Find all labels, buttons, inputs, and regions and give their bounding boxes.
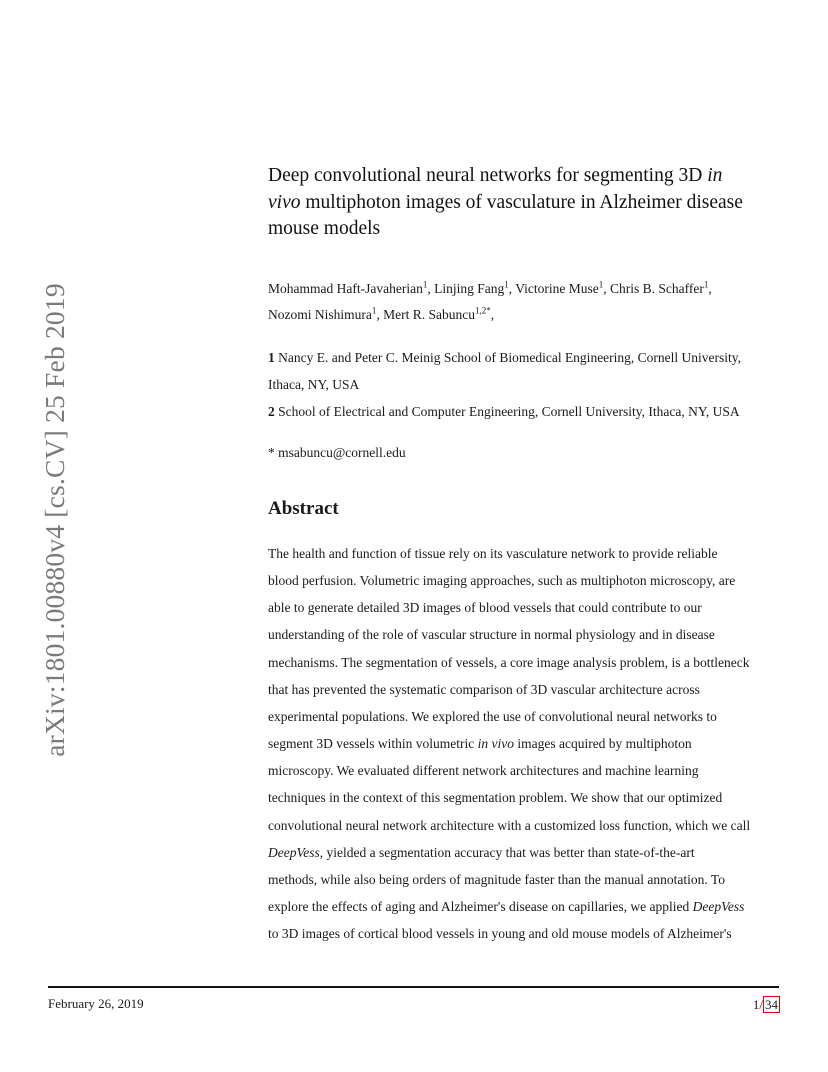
title-line-1: Deep convolutional neural networks for segmenting 3D (268, 165, 708, 186)
title-italic-in: in (707, 165, 723, 186)
corresponding-email: * msabuncu@cornell.edu (268, 445, 406, 460)
abstract-line: experimental populations. We explored the use of convolutional neural networks to (268, 708, 717, 724)
author-3: Victorine Muse (515, 281, 599, 296)
affiliations (268, 344, 782, 425)
abstract-line: to 3D images of cortical blood vessels in young and old mouse models of Alzheimer's (268, 926, 732, 942)
page-number: 1/ 34 (752, 997, 778, 1012)
footer-date: February 26, 2019 (48, 996, 144, 1011)
abstract-line: explore the effects of aging and Alzheimer's disease on capillaries, we applied DeepVess (268, 899, 745, 915)
abstract-line: mechanisms. The segmentation of vessels, a core image analysis problem, is a bottleneck (268, 654, 750, 670)
author-2: Linjing Fang (434, 281, 505, 296)
affiliation-2: 2 School of Electrical and Computer Engineering, Cornell University, Ithaca, NY, USA (268, 404, 740, 419)
abstract-line: that has prevented the systematic comparison of 3D vascular architecture across (268, 681, 700, 697)
abstract-line: blood perfusion. Volumetric imaging approaches, such as multiphoton microscopy, are (268, 573, 736, 589)
author-6: Mert R. Sabuncu (383, 307, 475, 322)
affiliation-1-cont: Ithaca, NY, USA (268, 377, 360, 392)
affiliation-1: 1 Nancy E. and Peter C. Meinig School of Biomedical Engineering, Cornell University, (268, 350, 742, 365)
abstract-line: DeepVess, yielded a segmentation accuracy that was better than state-of-the-art (268, 844, 695, 860)
total-pages-link[interactable]: 34 (765, 997, 778, 1012)
abstract-line: segment 3D vessels within volumetric in vivo images acquired by multiphoton (268, 736, 692, 752)
abstract-line: techniques in the context of this segmentation problem. We show that our optimized (268, 790, 723, 806)
title-italic-vivo: vivo (268, 191, 301, 213)
footer-rule (48, 986, 779, 988)
paper-title (268, 163, 782, 243)
author-1: Mohammad Haft-Javaherian (268, 281, 423, 296)
author-5: Nozomi Nishimura (268, 307, 372, 322)
arxiv-stamp: arXiv:1801.00880v4 [cs.CV] 25 Feb 2019 (39, 283, 70, 757)
abstract-line: microscopy. We evaluated different network architectures and machine learning (268, 763, 699, 779)
title-line-3: mouse models (268, 218, 381, 239)
author-list: Mohammad Haft-Javaherian$^1$, Linjing Fang$^1$, Victorine Muse$^1$, Chris B. Schaffer$^1$, Nozomi Nishimura$^1$, Mert R. Sabuncu$^{1,2*}$, (268, 279, 712, 322)
author-4: Chris B. Schaffer (610, 281, 704, 296)
title-line-2: multiphoton images of vasculature in Alzheimer disease (300, 191, 743, 213)
abstract-body (268, 540, 782, 947)
abstract-line: able to generate detailed 3D images of blood vessels that could contribute to our (268, 600, 702, 616)
abstract-heading: Abstract (268, 498, 339, 519)
abstract-line: methods, while also being orders of magnitude faster than the manual annotation. To (268, 871, 725, 887)
abstract-line: understanding of the role of vascular structure in normal physiology and in disease (268, 627, 715, 643)
abstract-line: The health and function of tissue rely on its vasculature network to provide reliable (268, 546, 718, 561)
abstract-line: convolutional neural network architecture with a customized loss function, which we call (268, 817, 751, 833)
